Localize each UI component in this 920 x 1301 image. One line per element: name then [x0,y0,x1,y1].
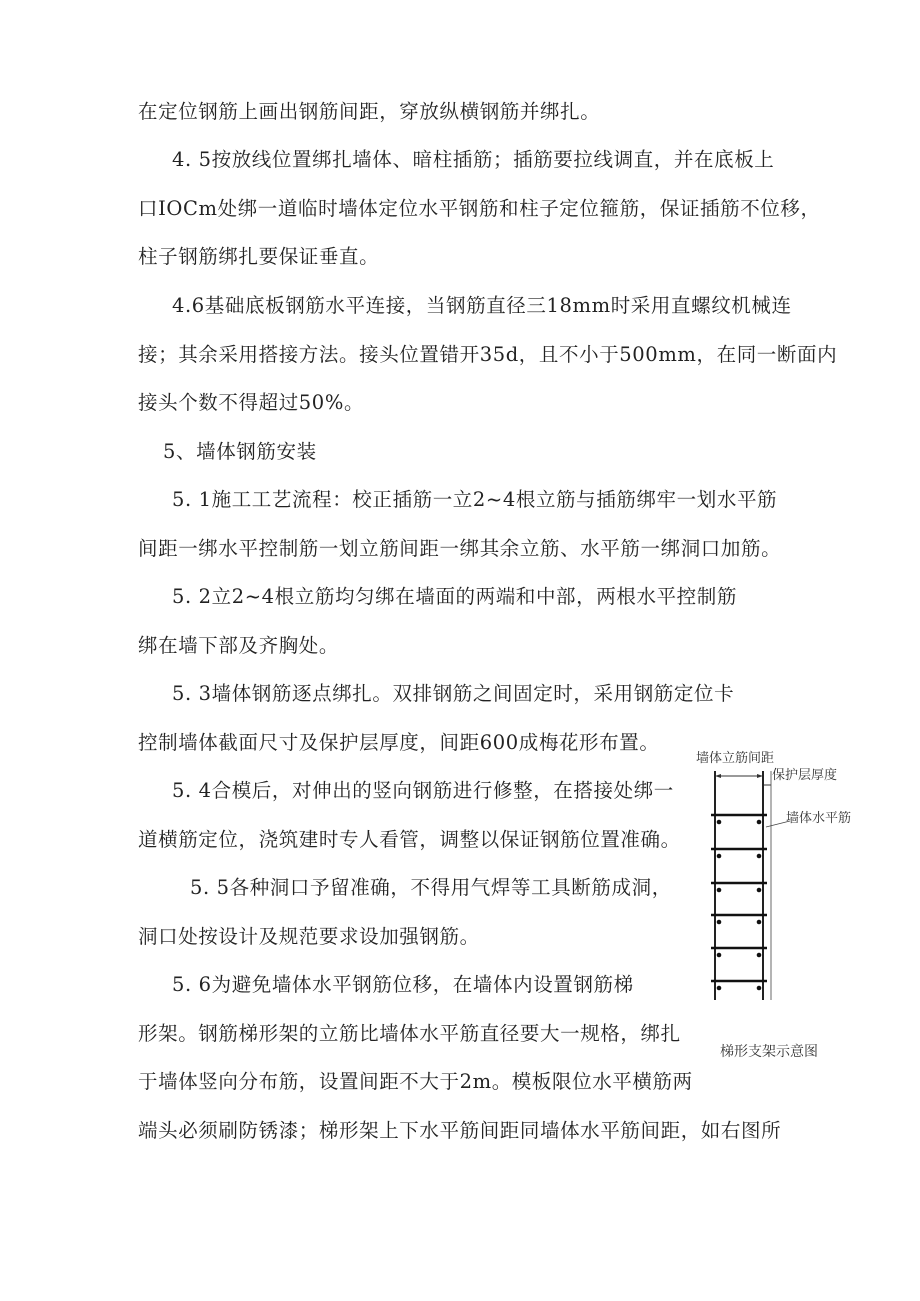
bar-dot [717,986,722,991]
paragraph-line: 接头个数不得超过50%。 [138,391,365,414]
paragraph-line: 间距一绑水平控制筋一划立筋间距一绑其余立筋、水平筋一绑洞口加筋。 [138,537,782,560]
bar-dot [757,888,762,893]
leader-line [766,821,790,827]
bar-dot [717,888,722,893]
paragraph-line: 洞口处按设计及规范要求设加强钢筋。 [138,925,480,948]
ladder-drawing [690,745,890,1045]
paragraph-line: 于墙体竖向分布筋，设置间距不大于2m。模板限位水平横筋两 [138,1070,693,1093]
bar-dot [757,854,762,859]
label-cover-thickness: 保护层厚度 [772,768,838,783]
label-wall-horizontal-bar: 墙体水平筋 [786,811,852,826]
paragraph-line: 绑在墙下部及齐胸处。 [138,634,340,657]
bar-dot [757,820,762,825]
paragraph-line: 5. 2立2~4根立筋均匀绑在墙面的两端和中部，两根水平控制筋 [172,585,737,608]
paragraph-line: 口IOCm处绑一道临时墙体定位水平钢筋和柱子定位箍筋，保证插筋不位移， [138,197,821,220]
paragraph-line: 5. 6为避免墙体水平钢筋位移，在墙体内设置钢筋梯 [172,973,634,996]
paragraph-line: 控制墙体截面尺寸及保护层厚度，间距600成梅花形布置。 [138,731,660,754]
paragraph-line: 5. 5各种洞口予留准确，不得用气焊等工具断筋成洞， [190,876,672,899]
ladder-support-diagram [690,745,890,1075]
bar-dot [717,920,722,925]
paragraph-line: 端头必须刷防锈漆；梯形架上下水平筋间距同墙体水平筋间距，如右图所 [138,1119,782,1142]
paragraph-line: 5. 3墙体钢筋逐点绑扎。双排钢筋之间固定时，采用钢筋定位卡 [172,682,735,705]
paragraph-line: 接；其余采用搭接方法。接头位置错开35d，且不小于500mm，在同一断面内 [138,343,838,366]
figure-caption: 梯形支架示意图 [720,1044,818,1060]
paragraph-line: 5. 4合模后，对伸出的竖向钢筋进行修整，在搭接处绑一 [172,779,674,802]
section-heading: 5、墙体钢筋安装 [163,440,317,463]
paragraph-line: 柱子钢筋绑扎要保证垂直。 [138,245,380,268]
bar-dot [757,986,762,991]
paragraph-line: 4.6基础底板钢筋水平连接，当钢筋直径三18mm时采用直螺纹机械连 [172,294,792,317]
paragraph-line: 在定位钢筋上画出钢筋间距，穿放纵横钢筋并绑扎。 [138,100,601,123]
bar-dot [717,953,722,958]
bar-dot [757,953,762,958]
bar-dot [757,920,762,925]
paragraph-line: 道横筋定位，浇筑建时专人看管，调整以保证钢筋位置准确。 [138,828,681,851]
bar-dot [717,820,722,825]
paragraph-line: 形架。钢筋梯形架的立筋比墙体水平筋直径要大一规格，绑扎 [138,1022,681,1045]
paragraph-line: 4. 5按放线位置绑扎墙体、暗柱插筋；插筋要拉线调直，并在底板上 [172,148,775,171]
bar-dot [717,854,722,859]
paragraph-line: 5. 1施工工艺流程：校正插筋一立2~4根立筋与插筋绑牢一划水平筋 [172,488,778,511]
label-wall-bar-spacing: 墙体立筋间距 [696,751,775,766]
